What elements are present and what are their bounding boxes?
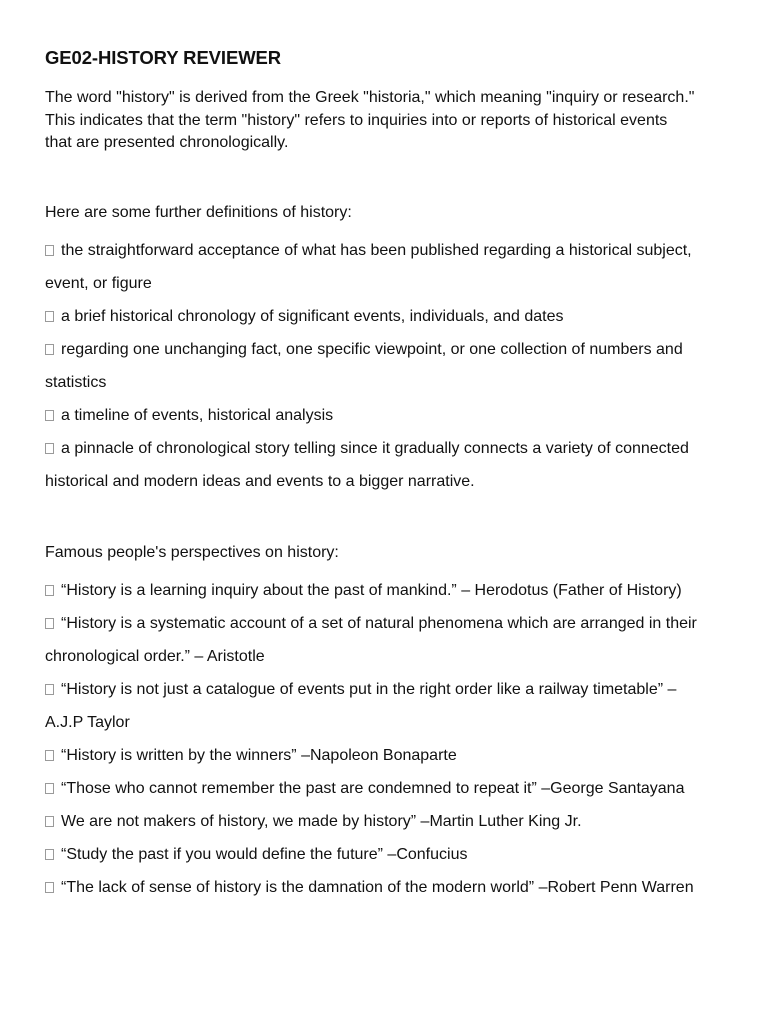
list-item: [45, 399, 698, 432]
missing-glyph-icon: [45, 783, 54, 794]
quote-text: “History is a systematic account of a set of natural phenomena which are arranged in their chronological order.” – Aristotle: [45, 614, 697, 665]
quote-text: We are not makers of history, we made by history” –Martin Luther King Jr.: [61, 812, 582, 830]
list-item: [45, 772, 698, 805]
quote-text: “Those who cannot remember the past are condemned to repeat it” –George Santayana: [61, 779, 685, 797]
definition-text: a pinnacle of chronological story telling since it gradually connects a variety of connected historical and modern ideas and events to a bigger narrative.: [45, 439, 689, 490]
list-item: [45, 805, 698, 838]
definitions-heading: Here are some further definitions of history:: [45, 203, 352, 221]
list-item: [45, 607, 698, 673]
missing-glyph-icon: [45, 882, 54, 893]
missing-glyph-icon: [45, 750, 54, 761]
definition-text: regarding one unchanging fact, one specific viewpoint, or one collection of numbers and statistics: [45, 340, 683, 391]
quote-text: “History is not just a catalogue of events put in the right order like a railway timetable” –A.J.P Taylor: [45, 680, 677, 731]
list-item: [45, 871, 698, 904]
quote-text: “The lack of sense of history is the damnation of the modern world” –Robert Penn Warren: [61, 878, 694, 896]
list-item: [45, 333, 698, 399]
list-item: [45, 574, 698, 607]
missing-glyph-icon: [45, 849, 54, 860]
list-item: [45, 673, 698, 739]
list-item: [45, 432, 698, 498]
quote-text: “Study the past if you would define the future” –Confucius: [61, 845, 468, 863]
perspectives-heading: Famous people's perspectives on history:: [45, 543, 339, 561]
missing-glyph-icon: [45, 816, 54, 827]
definition-text: a timeline of events, historical analysis: [61, 406, 334, 424]
quote-text: “History is written by the winners” –Napoleon Bonaparte: [61, 746, 457, 764]
list-item: [45, 234, 698, 300]
missing-glyph-icon: [45, 684, 54, 695]
intro-paragraph: The word "history" is derived from the Greek "historia," which meaning "inquiry or research." This indicates that the term "history" refers to inquiries into or reports of historical events that are presented chronologically.: [45, 89, 695, 151]
list-item: [45, 739, 698, 772]
missing-glyph-icon: [45, 618, 54, 629]
missing-glyph-icon: [45, 344, 54, 355]
list-item: [45, 838, 698, 871]
list-item: [45, 300, 698, 333]
definitions-list: [45, 234, 698, 498]
perspectives-list: [45, 574, 698, 904]
quote-text: “History is a learning inquiry about the past of mankind.” – Herodotus (Father of History): [61, 581, 682, 599]
missing-glyph-icon: [45, 585, 54, 596]
missing-glyph-icon: [45, 245, 54, 256]
definition-text: a brief historical chronology of significant events, individuals, and dates: [61, 307, 564, 325]
missing-glyph-icon: [45, 311, 54, 322]
missing-glyph-icon: [45, 410, 54, 421]
missing-glyph-icon: [45, 443, 54, 454]
document-title: GE02-HISTORY REVIEWER: [45, 47, 282, 68]
definition-text: the straightforward acceptance of what has been published regarding a historical subject, event, or figure: [45, 241, 692, 292]
